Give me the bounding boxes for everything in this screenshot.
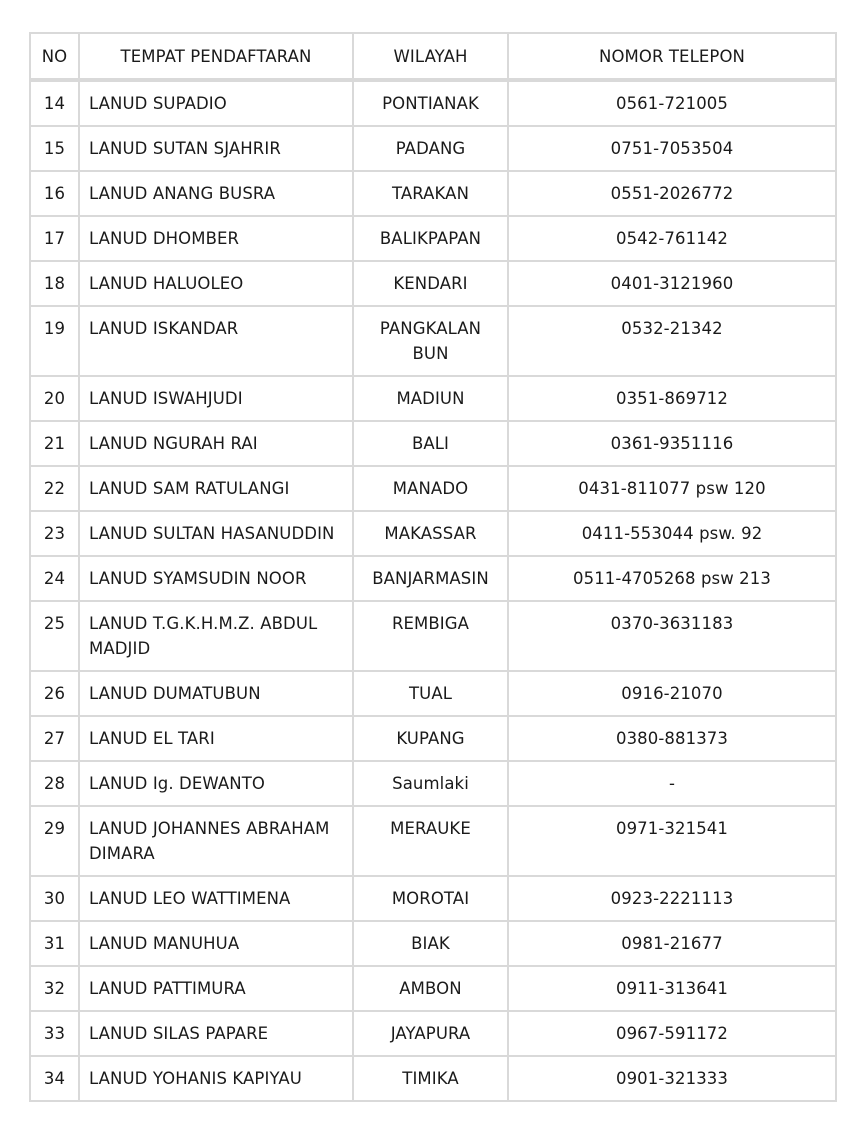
cell-place: LANUD SYAMSUDIN NOOR: [79, 556, 353, 601]
cell-no: 29: [30, 806, 79, 876]
cell-no: 17: [30, 216, 79, 261]
table-row: [30, 261, 836, 306]
cell-no: 24: [30, 556, 79, 601]
cell-place: LANUD PATTIMURA: [79, 966, 353, 1011]
cell-phone: 0971-321541: [508, 806, 836, 876]
cell-place: LANUD EL TARI: [79, 716, 353, 761]
cell-phone: 0411-553044 psw. 92: [508, 511, 836, 556]
cell-place: LANUD JOHANNES ABRAHAM DIMARA: [79, 806, 353, 876]
table-row: [30, 876, 836, 921]
table-body: [30, 80, 836, 1101]
cell-region: MANADO: [353, 466, 508, 511]
cell-phone: 0380-881373: [508, 716, 836, 761]
cell-region: BALIKPAPAN: [353, 216, 508, 261]
cell-no: 16: [30, 171, 79, 216]
cell-region: Saumlaki: [353, 761, 508, 806]
header-place: TEMPAT PENDAFTARAN: [79, 33, 353, 80]
cell-no: 30: [30, 876, 79, 921]
table-row: [30, 80, 836, 126]
table-header: [30, 33, 836, 80]
header-row: [30, 33, 836, 80]
cell-phone: 0923-2221113: [508, 876, 836, 921]
cell-region: PANGKALAN BUN: [353, 306, 508, 376]
cell-no: 25: [30, 601, 79, 671]
cell-no: 33: [30, 1011, 79, 1056]
cell-no: 27: [30, 716, 79, 761]
cell-region: REMBIGA: [353, 601, 508, 671]
cell-place: LANUD SULTAN HASANUDDIN: [79, 511, 353, 556]
cell-no: 22: [30, 466, 79, 511]
cell-place: LANUD MANUHUA: [79, 921, 353, 966]
table-row: [30, 376, 836, 421]
table-row: [30, 601, 836, 671]
registration-table-container: [29, 32, 835, 1102]
cell-region: MERAUKE: [353, 806, 508, 876]
cell-region: TARAKAN: [353, 171, 508, 216]
cell-region: KUPANG: [353, 716, 508, 761]
cell-place: LANUD SUPADIO: [79, 80, 353, 126]
cell-place: LANUD DHOMBER: [79, 216, 353, 261]
cell-region: JAYAPURA: [353, 1011, 508, 1056]
cell-no: 18: [30, 261, 79, 306]
cell-place: LANUD ISKANDAR: [79, 306, 353, 376]
cell-place: LANUD T.G.K.H.M.Z. ABDUL MADJID: [79, 601, 353, 671]
cell-phone: 0370-3631183: [508, 601, 836, 671]
cell-no: 15: [30, 126, 79, 171]
cell-place: LANUD ANANG BUSRA: [79, 171, 353, 216]
cell-no: 34: [30, 1056, 79, 1101]
cell-phone: 0911-313641: [508, 966, 836, 1011]
cell-phone: 0901-321333: [508, 1056, 836, 1101]
cell-phone: -: [508, 761, 836, 806]
table-row: [30, 806, 836, 876]
table-row: [30, 966, 836, 1011]
cell-place: LANUD YOHANIS KAPIYAU: [79, 1056, 353, 1101]
cell-place: LANUD Ig. DEWANTO: [79, 761, 353, 806]
cell-phone: 0401-3121960: [508, 261, 836, 306]
table-row: [30, 126, 836, 171]
table-row: [30, 671, 836, 716]
cell-phone: 0981-21677: [508, 921, 836, 966]
cell-place: LANUD SILAS PAPARE: [79, 1011, 353, 1056]
table-row: [30, 171, 836, 216]
cell-region: MADIUN: [353, 376, 508, 421]
cell-phone: 0561-721005: [508, 80, 836, 126]
cell-no: 20: [30, 376, 79, 421]
table-row: [30, 466, 836, 511]
table-row: [30, 1011, 836, 1056]
table-row: [30, 511, 836, 556]
cell-region: MAKASSAR: [353, 511, 508, 556]
cell-no: 28: [30, 761, 79, 806]
cell-no: 32: [30, 966, 79, 1011]
cell-region: BIAK: [353, 921, 508, 966]
cell-phone: 0511-4705268 psw 213: [508, 556, 836, 601]
cell-region: TIMIKA: [353, 1056, 508, 1101]
cell-no: 26: [30, 671, 79, 716]
cell-place: LANUD ISWAHJUDI: [79, 376, 353, 421]
cell-place: LANUD SAM RATULANGI: [79, 466, 353, 511]
table-row: [30, 716, 836, 761]
cell-region: AMBON: [353, 966, 508, 1011]
cell-region: KENDARI: [353, 261, 508, 306]
table-row: [30, 761, 836, 806]
table-row: [30, 216, 836, 261]
cell-no: 31: [30, 921, 79, 966]
cell-place: LANUD SUTAN SJAHRIR: [79, 126, 353, 171]
cell-place: LANUD NGURAH RAI: [79, 421, 353, 466]
header-phone: NOMOR TELEPON: [508, 33, 836, 80]
table-row: [30, 556, 836, 601]
cell-phone: 0431-811077 psw 120: [508, 466, 836, 511]
cell-no: 23: [30, 511, 79, 556]
cell-no: 21: [30, 421, 79, 466]
cell-region: PADANG: [353, 126, 508, 171]
cell-phone: 0351-869712: [508, 376, 836, 421]
cell-phone: 0551-2026772: [508, 171, 836, 216]
cell-no: 19: [30, 306, 79, 376]
cell-no: 14: [30, 80, 79, 126]
cell-region: BALI: [353, 421, 508, 466]
cell-region: BANJARMASIN: [353, 556, 508, 601]
cell-phone: 0916-21070: [508, 671, 836, 716]
header-region: WILAYAH: [353, 33, 508, 80]
cell-place: LANUD LEO WATTIMENA: [79, 876, 353, 921]
table-row: [30, 306, 836, 376]
cell-phone: 0751-7053504: [508, 126, 836, 171]
cell-phone: 0542-761142: [508, 216, 836, 261]
table-row: [30, 421, 836, 466]
header-no: NO: [30, 33, 79, 80]
cell-phone: 0967-591172: [508, 1011, 836, 1056]
cell-place: LANUD DUMATUBUN: [79, 671, 353, 716]
cell-phone: 0532-21342: [508, 306, 836, 376]
cell-region: TUAL: [353, 671, 508, 716]
registration-table: [29, 32, 837, 1102]
cell-place: LANUD HALUOLEO: [79, 261, 353, 306]
cell-phone: 0361-9351116: [508, 421, 836, 466]
cell-region: PONTIANAK: [353, 80, 508, 126]
table-row: [30, 1056, 836, 1101]
table-row: [30, 921, 836, 966]
cell-region: MOROTAI: [353, 876, 508, 921]
